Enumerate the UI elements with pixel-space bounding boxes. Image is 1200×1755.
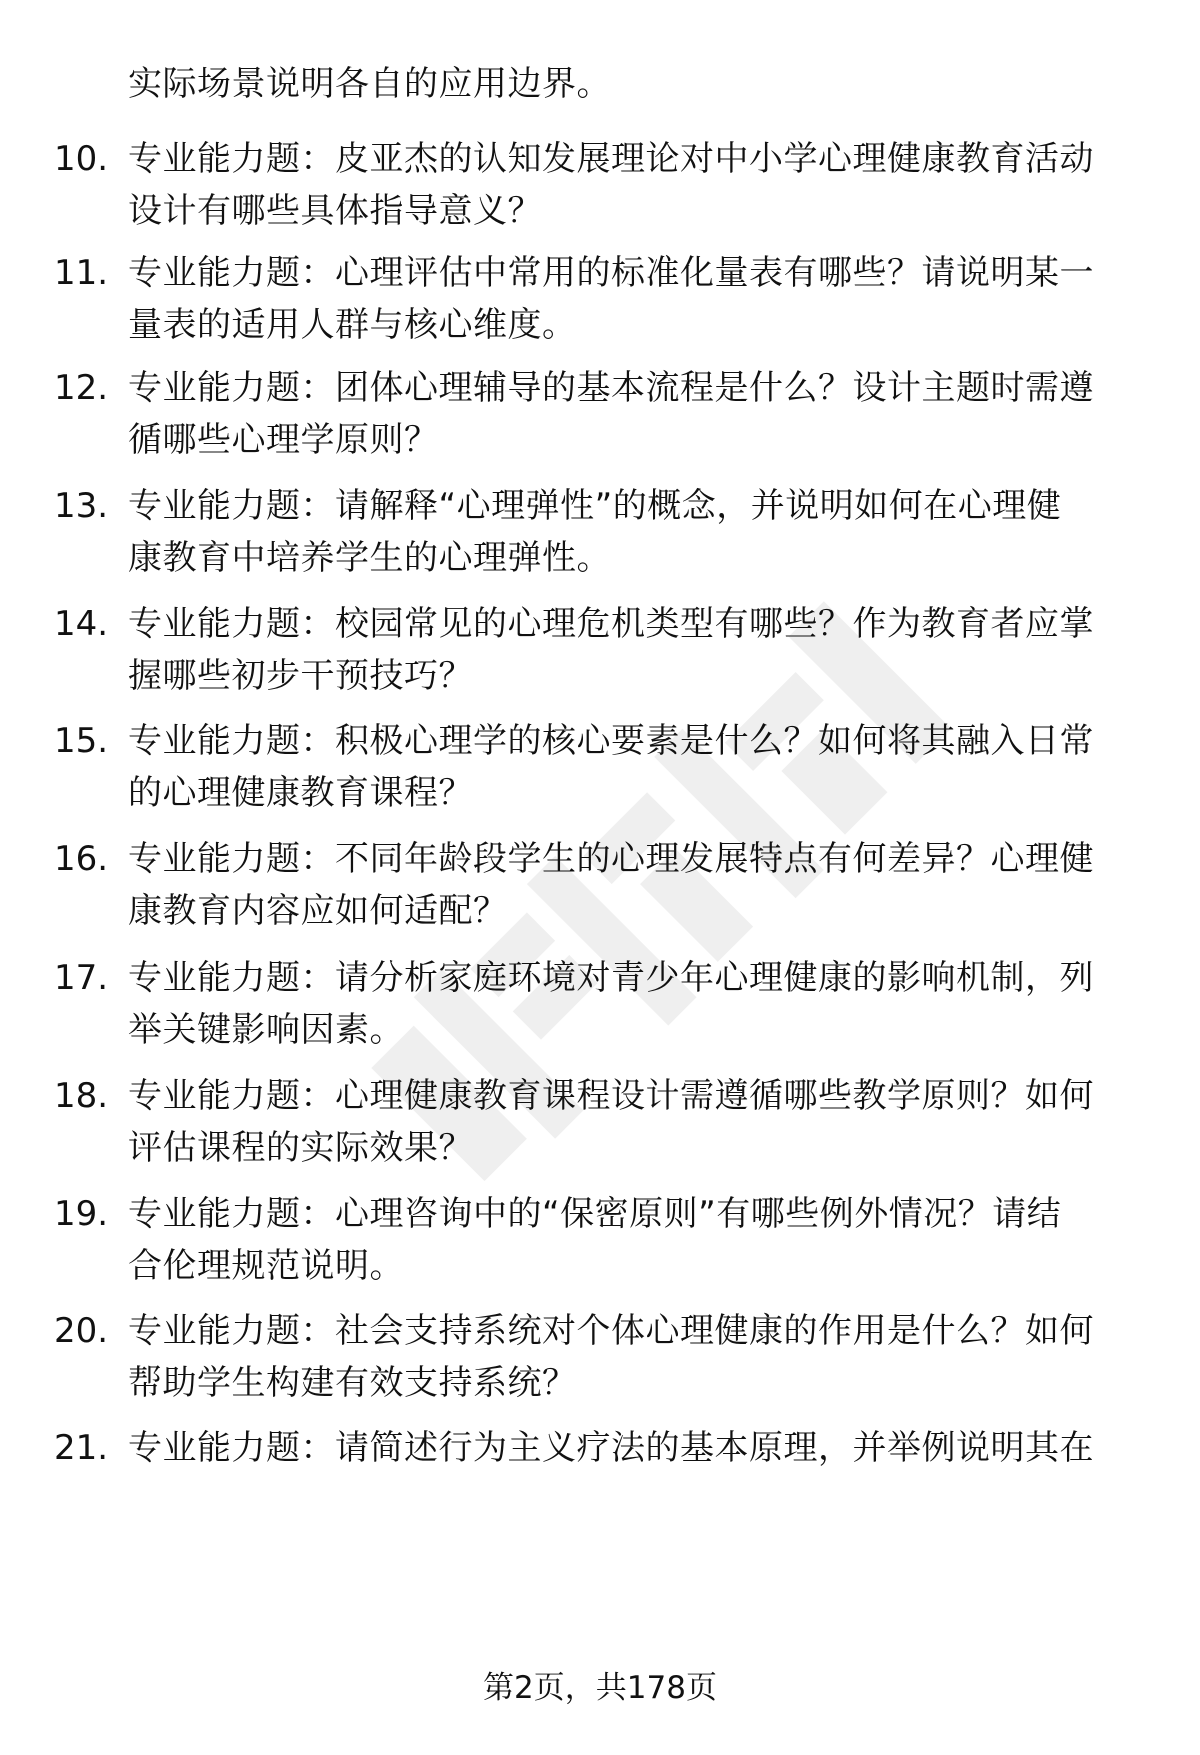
question-item-19 <box>0 1188 1200 1298</box>
question-item-12 <box>0 362 1200 472</box>
question-text-line2: 合伦理规范说明。 <box>128 1246 404 1286</box>
question-text-line1: 专业能力题：请解释“心理弹性”的概念，并说明如何在心理健 <box>128 486 1062 526</box>
question-number: 18. <box>54 1076 109 1116</box>
continuation-text: 实际场景说明各自的应用边界。 <box>128 64 611 104</box>
question-number: 13. <box>54 486 109 526</box>
question-number: 21. <box>54 1428 109 1468</box>
question-text-line1: 专业能力题：团体心理辅导的基本流程是什么？设计主题时需遵 <box>128 368 1094 408</box>
question-text-line2: 循哪些心理学原则？ <box>128 420 439 460</box>
question-number: 17. <box>54 958 109 998</box>
question-item-11 <box>0 247 1200 357</box>
question-text-line1: 专业能力题：请简述行为主义疗法的基本原理，并举例说明其在 <box>128 1428 1094 1468</box>
question-text-line2: 设计有哪些具体指导意义？ <box>128 191 542 231</box>
question-item-16 <box>0 833 1200 943</box>
question-text-line1: 专业能力题：校园常见的心理危机类型有哪些？作为教育者应掌 <box>128 604 1094 644</box>
question-number: 15. <box>54 721 109 761</box>
question-item-15 <box>0 715 1200 825</box>
question-text-line1: 专业能力题：请分析家庭环境对青少年心理健康的影响机制，列 <box>128 958 1094 998</box>
question-item-20 <box>0 1305 1200 1415</box>
question-item-14 <box>0 598 1200 708</box>
question-text-line2: 康教育内容应如何适配？ <box>128 891 508 931</box>
question-text-line1: 专业能力题：心理健康教育课程设计需遵循哪些教学原则？如何 <box>128 1076 1094 1116</box>
question-text-line1: 专业能力题：不同年龄段学生的心理发展特点有何差异？心理健 <box>128 839 1094 879</box>
question-text-line2: 握哪些初步干预技巧？ <box>128 656 473 696</box>
question-text-line1: 专业能力题：心理评估中常用的标准化量表有哪些？请说明某一 <box>128 253 1094 293</box>
question-text-line2: 评估课程的实际效果？ <box>128 1128 473 1168</box>
question-item-17 <box>0 952 1200 1062</box>
question-text-line2: 帮助学生构建有效支持系统？ <box>128 1363 577 1403</box>
question-text-line2: 量表的适用人群与核心维度。 <box>128 305 577 345</box>
question-text-line2: 康教育中培养学生的心理弹性。 <box>128 538 611 578</box>
question-number: 10. <box>54 139 109 179</box>
question-text-line1: 专业能力题：社会支持系统对个体心理健康的作用是什么？如何 <box>128 1311 1094 1351</box>
question-number: 16. <box>54 839 109 879</box>
page-footer: 第2页，共178页 <box>483 1670 717 1706</box>
question-number: 20. <box>54 1311 109 1351</box>
question-item-21 <box>0 1422 1200 1532</box>
question-text-line2: 举关键影响因素。 <box>128 1010 404 1050</box>
question-item-10 <box>0 133 1200 243</box>
question-number: 19. <box>54 1194 109 1234</box>
question-text-line1: 专业能力题：皮亚杰的认知发展理论对中小学心理健康教育活动 <box>128 139 1094 179</box>
question-item-18 <box>0 1070 1200 1180</box>
question-number: 14. <box>54 604 109 644</box>
question-number: 11. <box>54 253 109 293</box>
question-text-line1: 专业能力题：积极心理学的核心要素是什么？如何将其融入日常 <box>128 721 1094 761</box>
question-item-13 <box>0 480 1200 590</box>
question-text-line2: 的心理健康教育课程？ <box>128 773 473 813</box>
question-text-line1: 专业能力题：心理咨询中的“保密原则”有哪些例外情况？请结 <box>128 1194 1062 1234</box>
question-number: 12. <box>54 368 109 408</box>
